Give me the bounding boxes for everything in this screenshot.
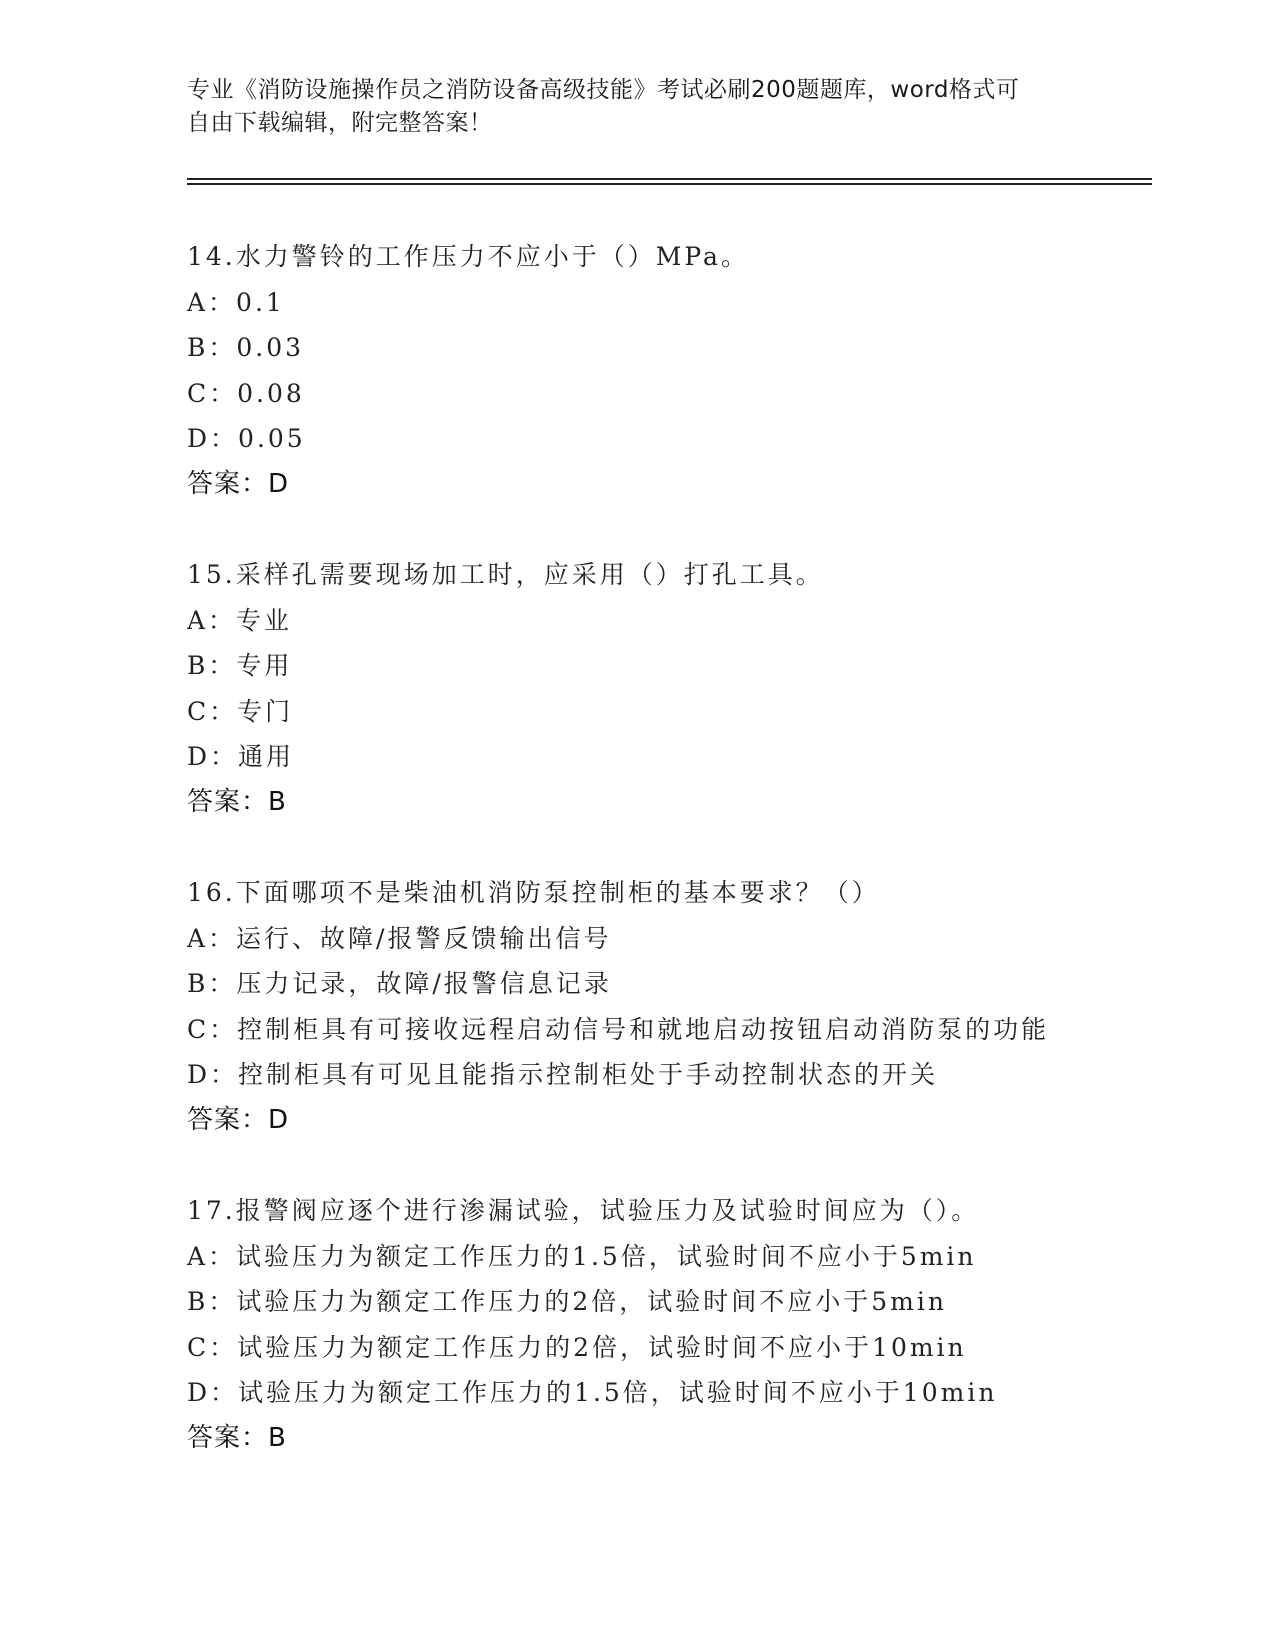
document-header: [187, 74, 1087, 140]
question-14: [187, 234, 1187, 507]
answer: 答案：B: [187, 786, 287, 817]
option-b: B：试验压力为额定工作压力的2倍，试验时间不应小于5min: [187, 1287, 947, 1316]
option-a: A：运行、故障/报警反馈输出信号: [187, 923, 612, 953]
question-stem: 17.报警阀应逐个进行渗漏试验，试验压力及试验时间应为（）。: [187, 1196, 980, 1225]
header-divider-top: [187, 178, 1152, 180]
question-stem: 16.下面哪项不是柴油机消防泵控制柜的基本要求？（）: [187, 878, 880, 907]
option-c: C：试验压力为额定工作压力的2倍，试验时间不应小于10min: [187, 1332, 967, 1362]
header-divider-bottom: [187, 183, 1152, 185]
option-a: A：试验压力为额定工作压力的1.5倍，试验时间不应小于5min: [187, 1241, 977, 1271]
option-d: D：试验压力为额定工作压力的1.5倍，试验时间不应小于10min: [187, 1378, 998, 1407]
answer: 答案：D: [187, 1104, 290, 1135]
option-d: D：0.05: [187, 424, 306, 453]
option-b: B：压力记录，故障/报警信息记录: [187, 969, 612, 998]
option-c: C：控制柜具有可接收远程启动信号和就地启动按钮启动消防泵的功能: [187, 1014, 1050, 1044]
option-b: B：0.03: [187, 333, 305, 362]
question-16: [187, 870, 1187, 1143]
option-d: D：通用: [187, 742, 295, 771]
question-17: [187, 1188, 1187, 1461]
question-stem: 14.水力警铃的工作压力不应小于（）MPa。: [187, 242, 749, 271]
header-title-line-1: 专业《消防设施操作员之消防设备高级技能》考试必刷200题题库，word格式可: [187, 77, 1020, 103]
option-c: C：0.08: [187, 378, 305, 408]
option-c: C：专门: [187, 696, 294, 726]
answer: 答案：D: [187, 468, 290, 499]
option-d: D：控制柜具有可见且能指示控制柜处于手动控制状态的开关: [187, 1060, 939, 1089]
option-b: B：专用: [187, 651, 293, 680]
option-a: A：0.1: [187, 287, 285, 317]
question-15: [187, 552, 1187, 825]
question-stem: 15.采样孔需要现场加工时，应采用（）打孔工具。: [187, 560, 824, 589]
header-title-line-2: 自由下载编辑，附完整答案！: [187, 110, 493, 136]
answer: 答案：B: [187, 1422, 287, 1453]
option-a: A：专业: [187, 605, 293, 635]
